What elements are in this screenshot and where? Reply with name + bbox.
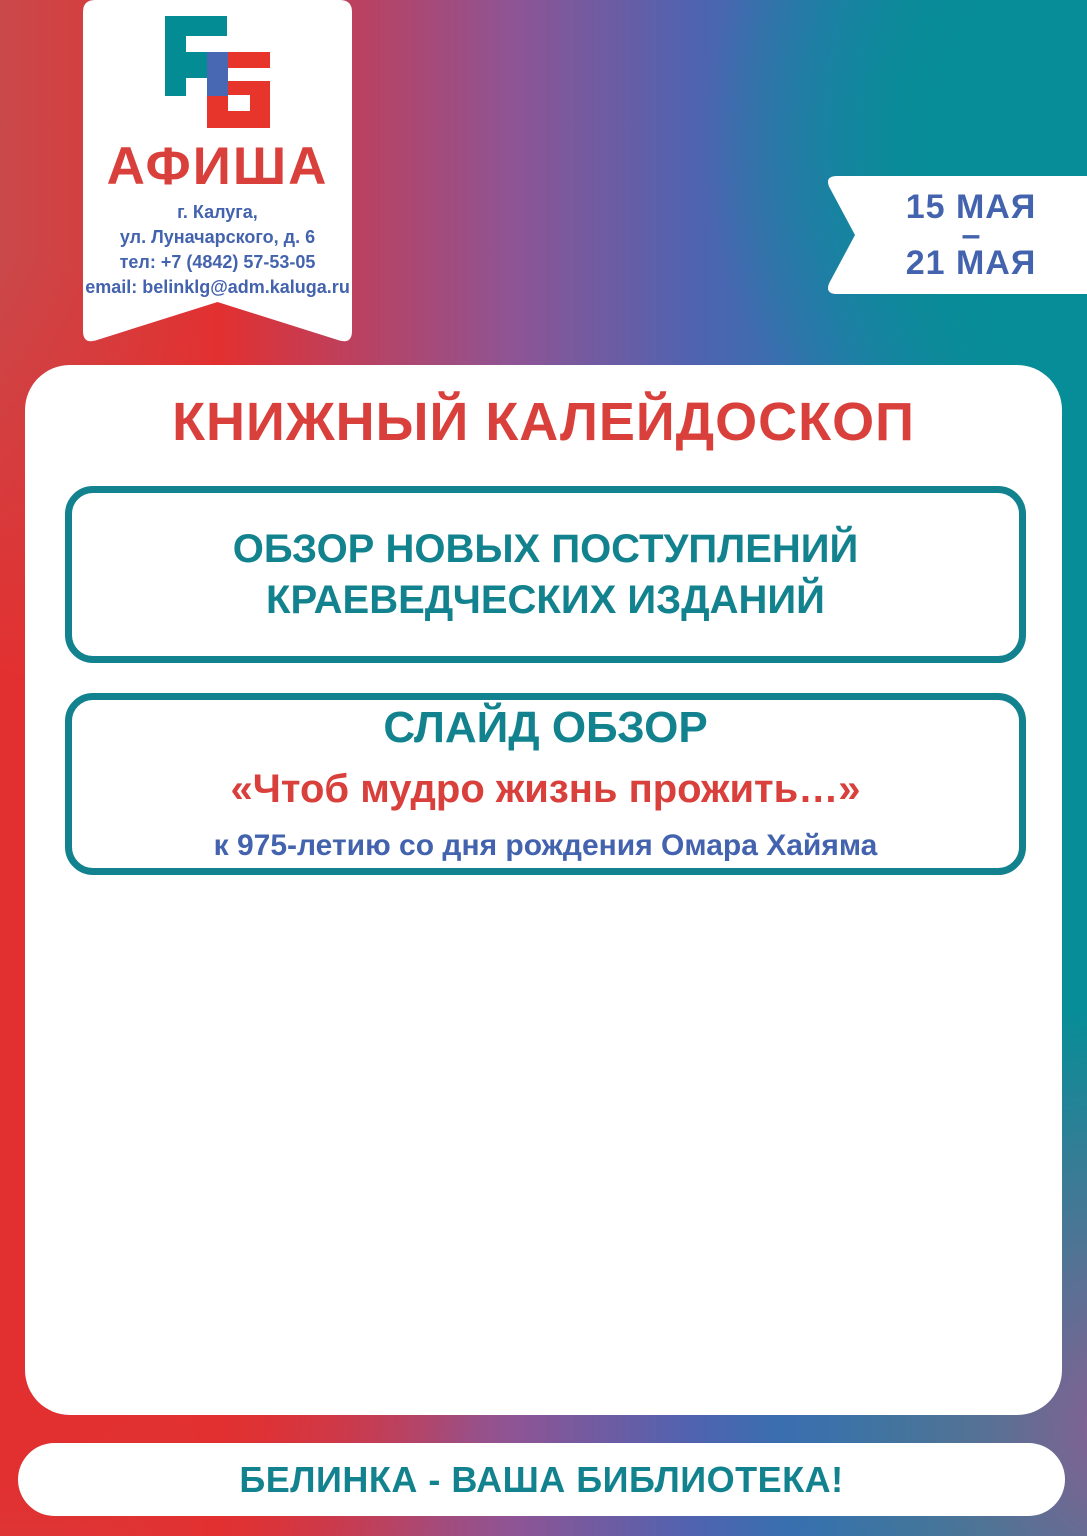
event-card-new-arrivals: [65, 486, 1026, 663]
brand-title: АФИША: [106, 137, 329, 196]
address-email: email: belinklg@adm.kaluga.ru: [85, 277, 350, 297]
slogan-bar: [18, 1443, 1065, 1516]
event-card-slide-review: [65, 693, 1026, 875]
address-phone: тел: +7 (4842) 57-53-05: [119, 252, 316, 272]
library-address: [83, 200, 352, 300]
ribbon-content: [83, 0, 352, 350]
logo-red-arm-block: [228, 52, 270, 68]
date-separator: –: [961, 216, 981, 254]
event-line-1: ОБЗОР НОВЫХ ПОСТУПЛЕНИЙ: [232, 526, 859, 571]
event-subtitle: «Чтоб мудро жизнь прожить…»: [230, 767, 861, 811]
date-badge: [822, 176, 1087, 294]
logo-teal-stem-block: [165, 16, 186, 96]
event-title: СЛАЙД ОБЗОР: [383, 703, 708, 752]
logo-blue-overlap-block: [207, 52, 228, 96]
date-to: 21 МАЯ: [905, 244, 1037, 282]
date-from: 15 МАЯ: [905, 188, 1037, 226]
event-note: к 975-летию со дня рождения Омара Хайяма: [213, 829, 878, 862]
content-panel: [25, 365, 1062, 1415]
poster-title: КНИЖНЫЙ КАЛЕЙДОСКОП: [172, 392, 915, 452]
address-city: г. Калуга,: [177, 202, 258, 222]
event-line-2: КРАЕВЕДЧЕСКИХ ИЗДАНИЙ: [266, 577, 825, 622]
address-street: ул. Луначарского, д. 6: [119, 227, 316, 247]
logo-counter-hole: [228, 95, 250, 111]
belinka-logo-icon: [165, 16, 270, 128]
library-info-ribbon: [83, 0, 352, 350]
slogan-text: БЕЛИНКА - ВАША БИБЛИОТЕКА!: [239, 1458, 844, 1500]
logo-teal-arm-block: [186, 52, 207, 78]
date-range: [855, 176, 1087, 294]
